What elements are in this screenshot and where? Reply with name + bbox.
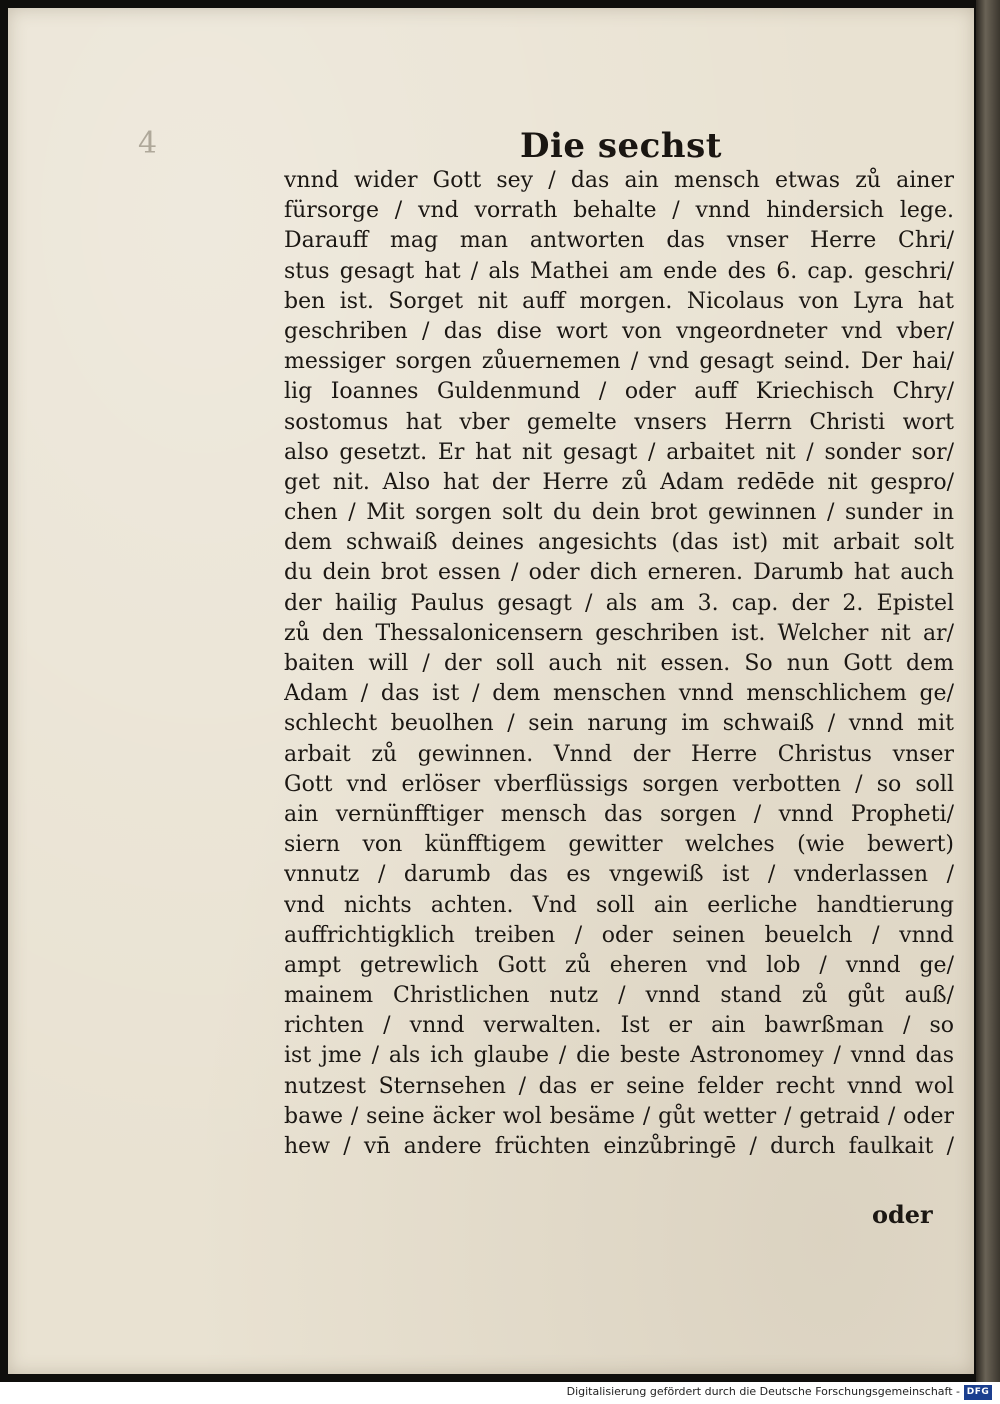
text-line: hew / vn̄ andere früchten einzůbringē / durch faulkait /	[284, 1134, 954, 1159]
text-line: lig Ioannes Guldenmund / oder auff Kriechisch Chry/	[284, 379, 954, 405]
text-line: fürsorge / vnd vorrath behalte / vnnd hindersich lege.	[284, 198, 954, 224]
text-line: chen / Mit sorgen solt du dein brot gewinnen / sunder in	[284, 500, 954, 526]
text-line: stus gesagt hat / als Mathei am ende des 6. cap. geschri/	[284, 258, 954, 284]
text-line: baiten will / der soll auch nit essen. So nun Gott dem	[284, 651, 954, 676]
text-line: get nit. Also hat der Herre zů Adam redēde nit gespro/	[284, 469, 954, 495]
text-line: ampt getrewlich Gott zů eheren vnd lob / vnnd ge/	[284, 952, 954, 978]
page-sheet	[8, 8, 974, 1374]
text-line: mainem Christlichen nutz / vnnd stand zů gůt auß/	[284, 983, 954, 1009]
text-line: der hailig Paulus gesagt / als am 3. cap. der 2. Epistel	[284, 590, 954, 616]
footer-bar	[0, 1382, 1000, 1404]
page-header: Die sechst	[520, 126, 722, 166]
book-edge	[976, 0, 1000, 1382]
text-line: ist jme / als ich glaube / die beste Astronomey / vnnd das	[284, 1043, 954, 1069]
text-line: dem schwaiß deines angesichts (das ist) mit arbait solt	[284, 530, 954, 556]
text-line: du dein brot essen / oder dich erneren. Darumb hat auch	[284, 560, 954, 586]
text-line: geschriben / das dise wort von vngeordneter vnd vber/	[284, 318, 954, 344]
text-line: siern von künfftigem gewitter welches (wie bewert)	[284, 832, 954, 858]
body-text	[284, 166, 954, 1162]
text-line: ain vernünfftiger mensch das sorgen / vnnd Propheti/	[284, 801, 954, 827]
text-line: nutzest Sternsehen / das er seine felder recht vnnd wol	[284, 1073, 954, 1099]
text-line: ben ist. Sorget nit auff morgen. Nicolaus von Lyra hat	[284, 288, 954, 314]
text-line: vnd nichts achten. Vnd soll ain eerliche handtierung	[284, 892, 954, 918]
catchword: oder	[872, 1200, 933, 1229]
text-line: auffrichtigklich treiben / oder seinen beuelch / vnnd	[284, 922, 954, 948]
funding-credit: Digitalisierung gefördert durch die Deutsche Forschungsgemeinschaft -	[566, 1385, 960, 1398]
text-line: Gott vnd erlöser vberflüssigs sorgen verbotten / so soll	[284, 771, 954, 797]
text-line: vnnd wider Gott sey / das ain mensch etwas zů ainer	[284, 168, 954, 193]
text-line: schlecht beuolhen / sein narung im schwaiß / vnnd mit	[284, 711, 954, 737]
text-line: sostomus hat vber gemelte vnsers Herrn Christi wort	[284, 409, 954, 435]
text-line: Adam / das ist / dem menschen vnnd menschlichem ge/	[284, 681, 954, 707]
text-line: arbait zů gewinnen. Vnnd der Herre Christus vnser	[284, 741, 954, 767]
text-line: Darauff mag man antworten das vnser Herre Chri/	[284, 228, 954, 254]
dfg-logo-icon: DFG	[964, 1385, 992, 1400]
text-line: also gesetzt. Er hat nit gesagt / arbaitet nit / sonder sor/	[284, 439, 954, 465]
text-line: vnnutz / darumb das es vngewiß ist / vnderlassen /	[284, 862, 954, 888]
margin-note: 4	[138, 126, 158, 161]
text-line: bawe / seine äcker wol besäme / gůt wetter / getraid / oder	[284, 1103, 954, 1129]
text-line: richten / vnnd verwalten. Ist er ain bawrßman / so	[284, 1013, 954, 1039]
text-line: zů den Thessalonicensern geschriben ist. Welcher nit ar/	[284, 620, 954, 646]
text-line: messiger sorgen zůuernemen / vnd gesagt seind. Der hai/	[284, 349, 954, 375]
